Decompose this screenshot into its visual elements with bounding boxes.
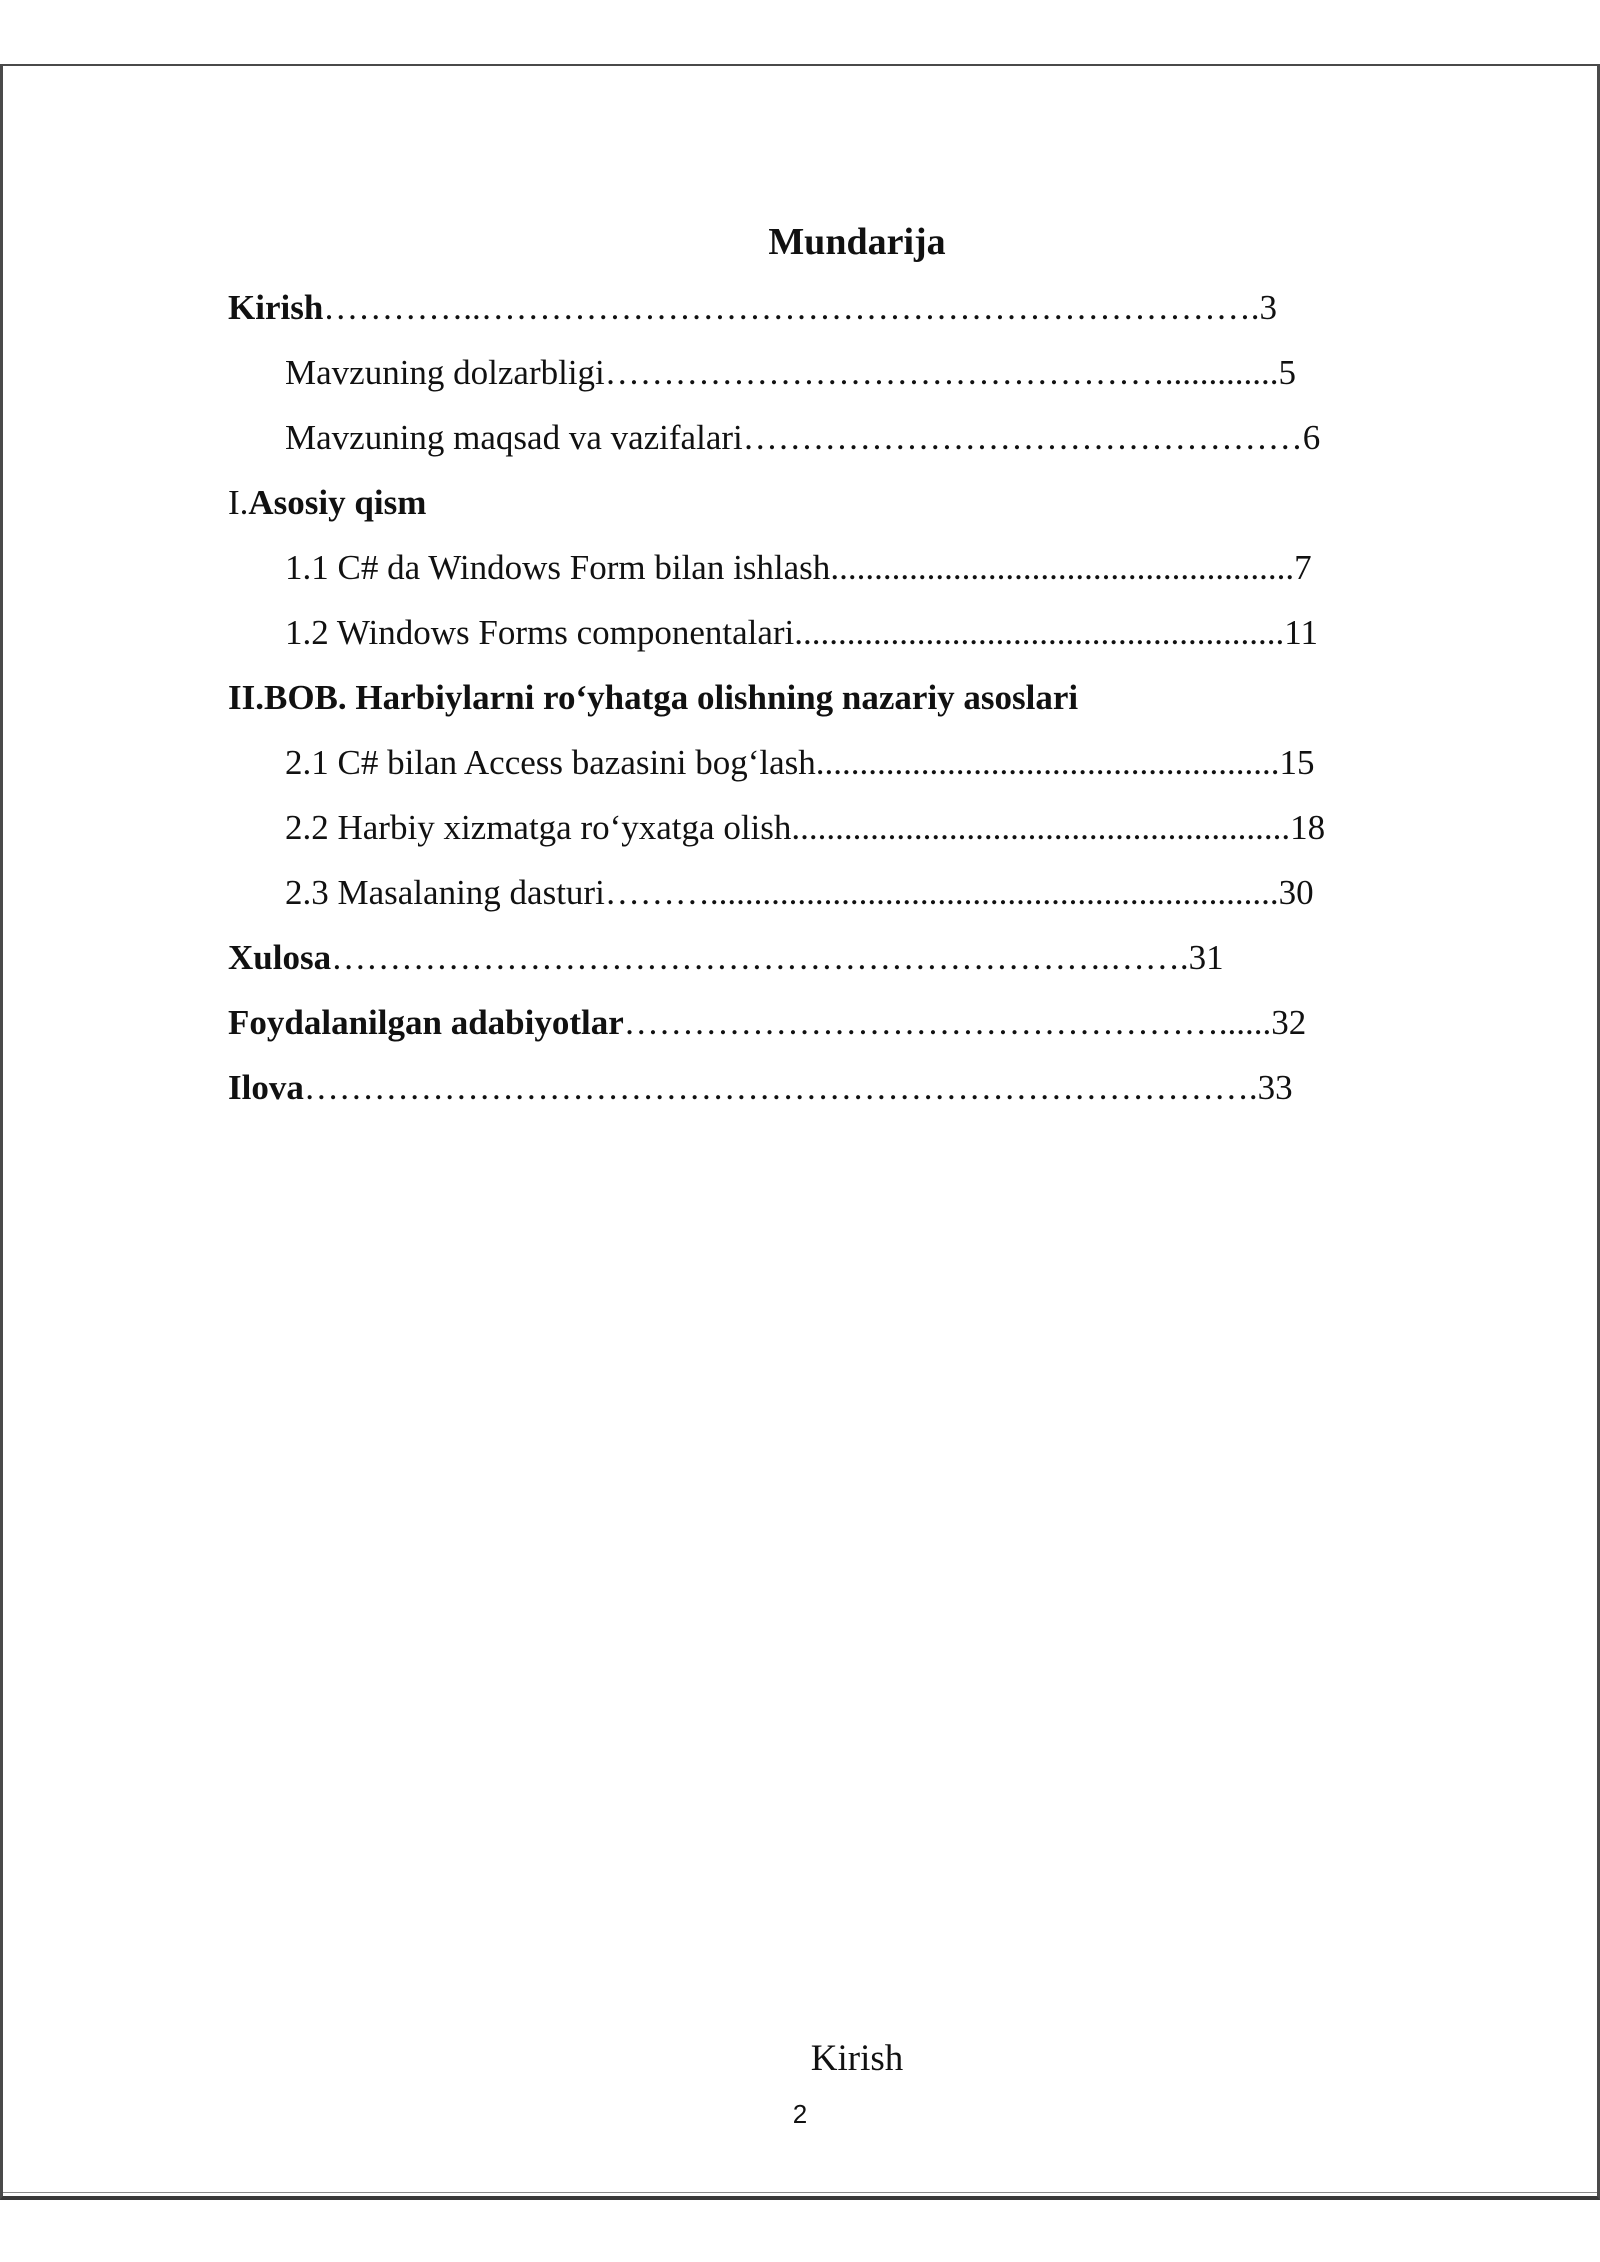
toc-page-number: 31	[1188, 938, 1224, 977]
toc-entry-label: 1.1 C# da Windows Form bilan ishlash	[285, 548, 831, 587]
toc-entry-label: Kirish	[228, 288, 324, 327]
toc-entry-2-3[interactable]	[285, 868, 1415, 918]
toc-entry-asosiy-qism[interactable]	[228, 478, 1398, 528]
toc-leader-dots: ………………………………………….............	[604, 353, 1279, 392]
toc-leader-dots: .....................................................	[830, 548, 1295, 587]
toc-leader-dots: ……….................................................................	[604, 873, 1279, 912]
toc-entry-label: Mavzuning maqsad va vazifalari	[285, 418, 743, 457]
toc-leader-dots: .........................................................	[791, 808, 1291, 847]
toc-entry-mavzuning-dolzarbligi[interactable]	[285, 348, 1405, 398]
toc-leader-dots: ……………………………………………………………………….	[303, 1068, 1258, 1107]
toc-page-number: 3	[1259, 288, 1278, 327]
toc-entry-label: Asosiy qism	[248, 483, 427, 522]
toc-entry-label: 2.3 Masalaning dasturi	[285, 873, 605, 912]
toc-entry-label: Mavzuning dolzarbligi	[285, 353, 605, 392]
page-number: 2	[792, 2099, 808, 2129]
toc-entry-2-1[interactable]	[285, 738, 1410, 788]
toc-entry-label: 2.2 Harbiy xizmatga ro‘yxatga olish	[285, 808, 792, 847]
toc-entry-label: II.BOB. Harbiylarni ro‘yhatga olishning nazariy asoslari	[228, 678, 1079, 717]
toc-entry-1-1[interactable]	[285, 543, 1405, 593]
toc-leader-dots: .....................................................	[815, 743, 1280, 782]
toc-page-number: 5	[1278, 353, 1297, 392]
toc-entry-label: 2.1 C# bilan Access bazasini bog‘lash	[285, 743, 816, 782]
next-section-heading: Kirish	[810, 2038, 904, 2079]
toc-leader-dots: ........................................................	[794, 613, 1285, 652]
toc-page-number: 7	[1294, 548, 1312, 587]
toc-page-number: 30	[1278, 873, 1314, 912]
toc-page-number: 18	[1290, 808, 1326, 847]
toc-leader-dots: …………………………………………	[742, 418, 1303, 457]
toc-page-number: 6	[1302, 418, 1321, 457]
toc-entry-maqsad-vazifalari[interactable]	[285, 413, 1405, 463]
toc-entry-2-2[interactable]	[285, 803, 1410, 853]
toc-leader-dots: …………..………………………………………………………….	[323, 288, 1260, 327]
toc-entry-ii-bob[interactable]	[228, 673, 1408, 723]
toc-entry-prefix: I.	[228, 483, 249, 522]
toc-page-number: 33	[1257, 1068, 1293, 1107]
toc-title: Mundarija	[768, 221, 946, 263]
toc-entry-1-2[interactable]	[285, 608, 1410, 658]
toc-entry-label: 1.2 Windows Forms componentalari	[285, 613, 795, 652]
toc-entry-ilova[interactable]	[228, 1063, 1418, 1113]
toc-entry-label: Foydalanilgan adabiyotlar	[228, 1003, 624, 1042]
toc-entry-label: Ilova	[228, 1068, 304, 1107]
toc-entry-kirish[interactable]	[228, 283, 1398, 333]
toc-entry-label: Xulosa	[228, 938, 332, 977]
toc-page-number: 15	[1279, 743, 1315, 782]
toc-leader-dots: ……………………………………………......	[623, 1003, 1272, 1042]
toc-leader-dots: ………………………………………………………….…….	[331, 938, 1189, 977]
toc-page-number: 11	[1284, 613, 1318, 652]
toc-page-number: 32	[1271, 1003, 1307, 1042]
toc-entry-xulosa[interactable]	[228, 933, 1413, 983]
toc-entry-foydalanilgan-adabiyotlar[interactable]	[228, 998, 1418, 1048]
